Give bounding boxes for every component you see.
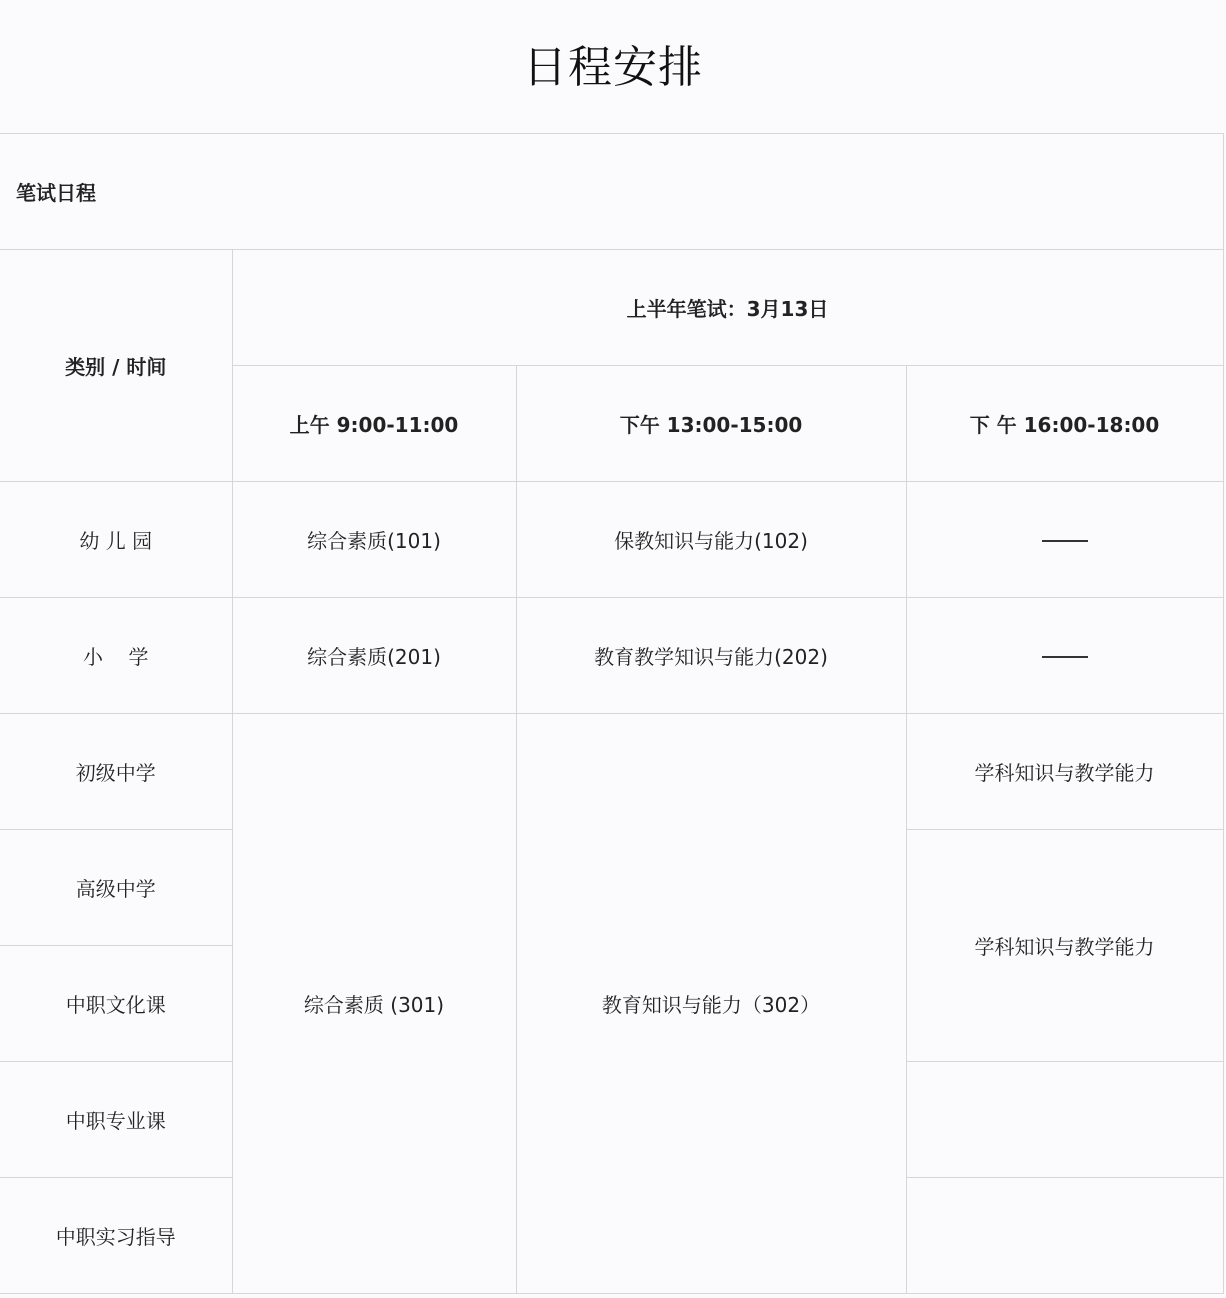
category-cell: 中职文化课 [0,946,232,1062]
category-cell: 幼 儿 园 [0,482,232,598]
table-row [0,598,1223,714]
page-title: 日程安排 [523,42,703,93]
slot-morning-header: 上午 9:00-11:00 [232,366,516,482]
exam-cell-empty [906,482,1223,598]
dash-mark [1042,656,1088,658]
exam-date-header: 上半年笔试：3月13日 [232,250,1223,366]
exam-cell-merged: 综合素质 (301) [232,714,516,1294]
table-row [0,482,1223,598]
exam-cell: 保教知识与能力(102) [516,482,906,598]
category-cell: 小 学 [0,598,232,714]
exam-cell-empty [906,598,1223,714]
exam-cell-empty [906,1178,1223,1294]
slot-afternoon-header: 下午 13:00-15:00 [516,366,906,482]
slot-late-afternoon-header: 下 午 16:00-18:00 [906,366,1223,482]
exam-cell-merged: 教育知识与能力（302） [516,714,906,1294]
category-time-header: 类别 / 时间 [0,250,232,482]
exam-cell: 综合素质(201) [232,598,516,714]
category-cell: 高级中学 [0,830,232,946]
table-row [0,714,1223,830]
category-cell: 初级中学 [0,714,232,830]
exam-cell: 教育教学知识与能力(202) [516,598,906,714]
exam-schedule-table [0,133,1224,1294]
exam-cell-merged: 学科知识与教学能力 [906,830,1223,1062]
header-row-1 [0,250,1223,366]
exam-cell: 综合素质(101) [232,482,516,598]
category-cell: 中职实习指导 [0,1178,232,1294]
exam-cell-empty [906,1062,1223,1178]
category-cell: 中职专业课 [0,1062,232,1178]
exam-cell: 学科知识与教学能力 [906,714,1223,830]
section-row [0,134,1223,250]
section-title: 笔试日程 [0,134,1223,250]
dash-mark [1042,540,1088,542]
